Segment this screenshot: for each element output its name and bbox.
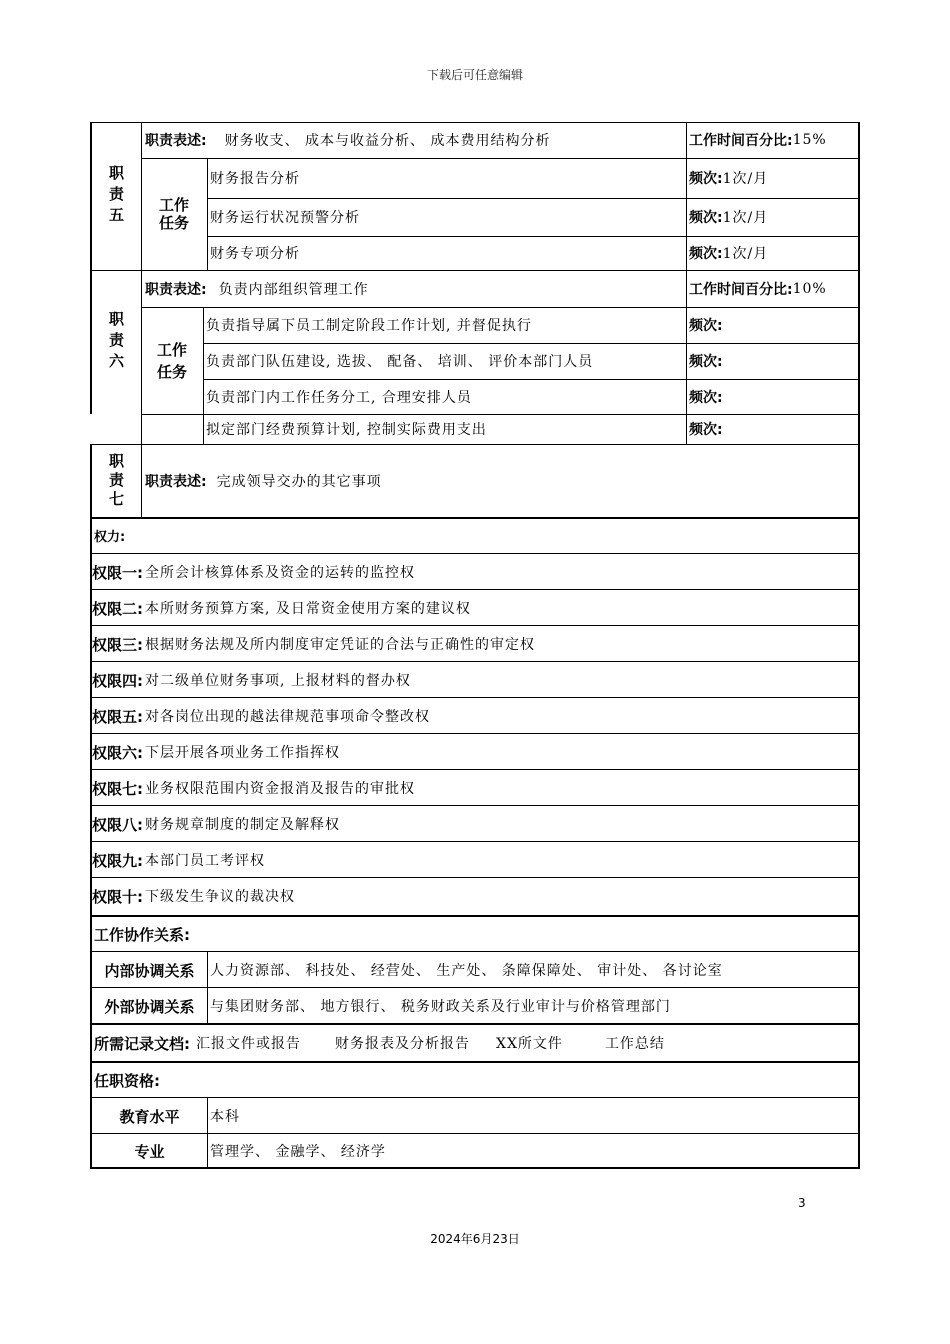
external-label: 外部协调关系 [104,997,195,1016]
authority-item [92,590,858,626]
duty5-task-2: 财务运行状况预警分析 [210,210,360,226]
authority-item [92,662,858,698]
grid-line [207,158,208,270]
authority-item-text: 本部门员工考评权 [145,853,265,869]
grid-line [141,414,858,415]
records-item-3: XX所文件 [496,1036,563,1052]
grid-line [90,1167,860,1169]
duty6-desc-row: 职责表述: 负责内部组织管理工作 [141,270,686,307]
duty7-desc-row: 职责表述: 完成领导交办的其它事项 [141,444,858,518]
grid-line [90,270,858,271]
duty5-pct-cell [686,122,858,158]
authority-item-label: 权限一: [92,563,143,582]
grid-line [203,379,858,380]
major-value: 管理学、 金融学、 经济学 [210,1144,386,1160]
authority-item-label: 权限二: [92,599,143,618]
duty6-task-4: 拟定部门经费预算计划, 控制实际费用支出 [206,422,487,438]
grid-line [207,1098,208,1168]
grid-line [90,805,858,806]
authority-item [92,806,858,842]
records-item-2: 财务报表及分析报告 [335,1036,470,1052]
authority-item [92,626,858,662]
duty5-desc-label: 职责表述: [145,133,207,149]
authority-item [92,554,858,590]
authority-item-label: 权限四: [92,671,143,690]
grid-line [207,952,208,1024]
duty6-desc: 负责内部组织管理工作 [218,281,369,298]
duty5-freq-1: 频次: 1次/月 [689,171,769,187]
grid-line [90,769,858,770]
duty5-task-3: 财务专项分析 [210,246,300,262]
education-label: 教育水平 [119,1107,180,1126]
grid-line [90,987,858,988]
grid-line [90,1061,860,1063]
grid-line [90,1023,860,1025]
grid-line [203,307,204,444]
authority-item-label: 权限七: [92,779,143,798]
records-item-4: 工作总结 [604,1036,665,1052]
grid-line [90,1097,858,1098]
grid-line [203,343,858,344]
grid-line [203,444,858,445]
grid-line [207,198,858,199]
duty6-task-1: 负责指导属下员工制定阶段工作计划, 并督促执行 [206,318,532,334]
authority-item-label: 权限十: [92,887,143,906]
grid-line [90,841,858,842]
duty6-task-3: 负责部门内工作任务分工, 合理安排人员 [206,389,472,406]
authority-item-label: 权限三: [92,635,143,654]
authority-item [92,698,858,734]
authority-item-text: 下级发生争议的裁决权 [145,889,295,905]
authority-item [92,842,858,878]
records-label: 所需记录文档: [94,1034,190,1053]
authority-item-text: 财务规章制度的制定及解释权 [145,817,340,833]
authority-item-label: 权限五: [92,707,143,726]
grid-line [90,733,858,734]
records-item-1: 汇报文件或报告 [196,1036,301,1052]
grid-line [90,915,860,917]
duty6-label: 职责六 [107,310,125,374]
footer-date: 2024年6月23日 [430,1232,520,1246]
authority-item-label: 权限九: [92,851,143,870]
page-number: 3 [798,1196,806,1210]
page-header: 下载后可任意编辑 [426,68,523,82]
authority-title: 权力: [94,529,126,545]
duty5-freq-2: 频次: 1次/月 [689,210,769,226]
grid-line [141,158,858,159]
grid-line [90,697,858,698]
authority-item-text: 本所财务预算方案, 及日常资金使用方案的建议权 [145,601,471,617]
duty6-freq-4: 频次: [689,422,723,438]
grid-line [90,1133,858,1134]
authority-item-text: 业务权限范围内资金报消及报告的审批权 [145,781,415,797]
major-label: 专业 [134,1142,165,1161]
authority-item-text: 对二级单位财务事项, 上报材料的督办权 [145,673,411,689]
authority-item-text: 根据财务法规及所内制度审定凭证的合法与正确性的审定权 [145,637,535,653]
internal-label: 内部协调关系 [104,961,195,980]
grid-line [141,307,858,308]
authority-item-label: 权限八: [92,815,143,834]
authority-item-label: 权限六: [92,743,143,762]
grid-line [141,122,142,518]
grid-line [207,236,858,237]
authority-item-text: 全所会计核算体系及资金的运转的监控权 [145,565,415,581]
grid-line [90,444,203,445]
duty6-freq-2: 频次: [689,354,723,370]
grid-line [90,517,860,519]
duty5-task-label: 工作任务 [158,196,189,232]
duty5-pct-label: 工作时间百分比: [689,133,793,149]
duty5-task-1: 财务报告分析 [210,171,300,187]
authority-item [92,734,858,770]
authority-item [92,878,858,914]
grid-line [90,661,858,662]
grid-line [90,589,858,590]
grid-line [90,553,858,554]
authority-item [92,770,858,806]
grid-line [90,122,92,414]
duty6-task-2: 负责部门队伍建设, 选拔、 配备、 培训、 评价本部门人员 [206,354,594,370]
duty5-desc: 财务收支、 成本与收益分析、 成本费用结构分析 [224,133,551,149]
grid-line [686,122,687,444]
authority-item-text: 对各岗位出现的越法律规范事项命令整改权 [145,709,430,725]
grid-line [90,951,858,952]
grid-line [858,122,860,1169]
grid-line [90,625,858,626]
internal-value: 人力资源部、 科技处、 经营处、 生产处、 条障保障处、 审计处、 各讨论室 [210,963,723,979]
duty6-freq-1: 频次: [689,318,723,334]
duty6-pct: 10% [792,280,827,297]
duty5-freq-3: 频次: 1次/月 [689,246,769,262]
duty6-freq-3: 频次: [689,389,723,406]
duty5-pct: 15% [792,132,827,148]
records-row [92,1024,858,1062]
duty7-desc: 完成领导交办的其它事项 [216,474,382,490]
duty6-task-label: 工作任务 [156,340,187,381]
external-value: 与集团财务部、 地方银行、 税务财政关系及行业审计与价格管理部门 [210,999,671,1015]
duty6-pct-cell: 工作时间百分比: 10% [689,280,827,298]
qualification-title: 任职资格: [94,1071,160,1090]
duty7-label: 职责七 [107,452,125,510]
authority-item-text: 下层开展各项业务工作指挥权 [145,745,340,761]
duty5-desc-row [141,122,686,158]
grid-line [90,877,858,878]
cooperation-title: 工作协作关系: [94,925,190,944]
duty5-label: 职责五 [107,164,125,228]
education-value: 本科 [210,1109,240,1125]
grid-line [90,122,858,123]
